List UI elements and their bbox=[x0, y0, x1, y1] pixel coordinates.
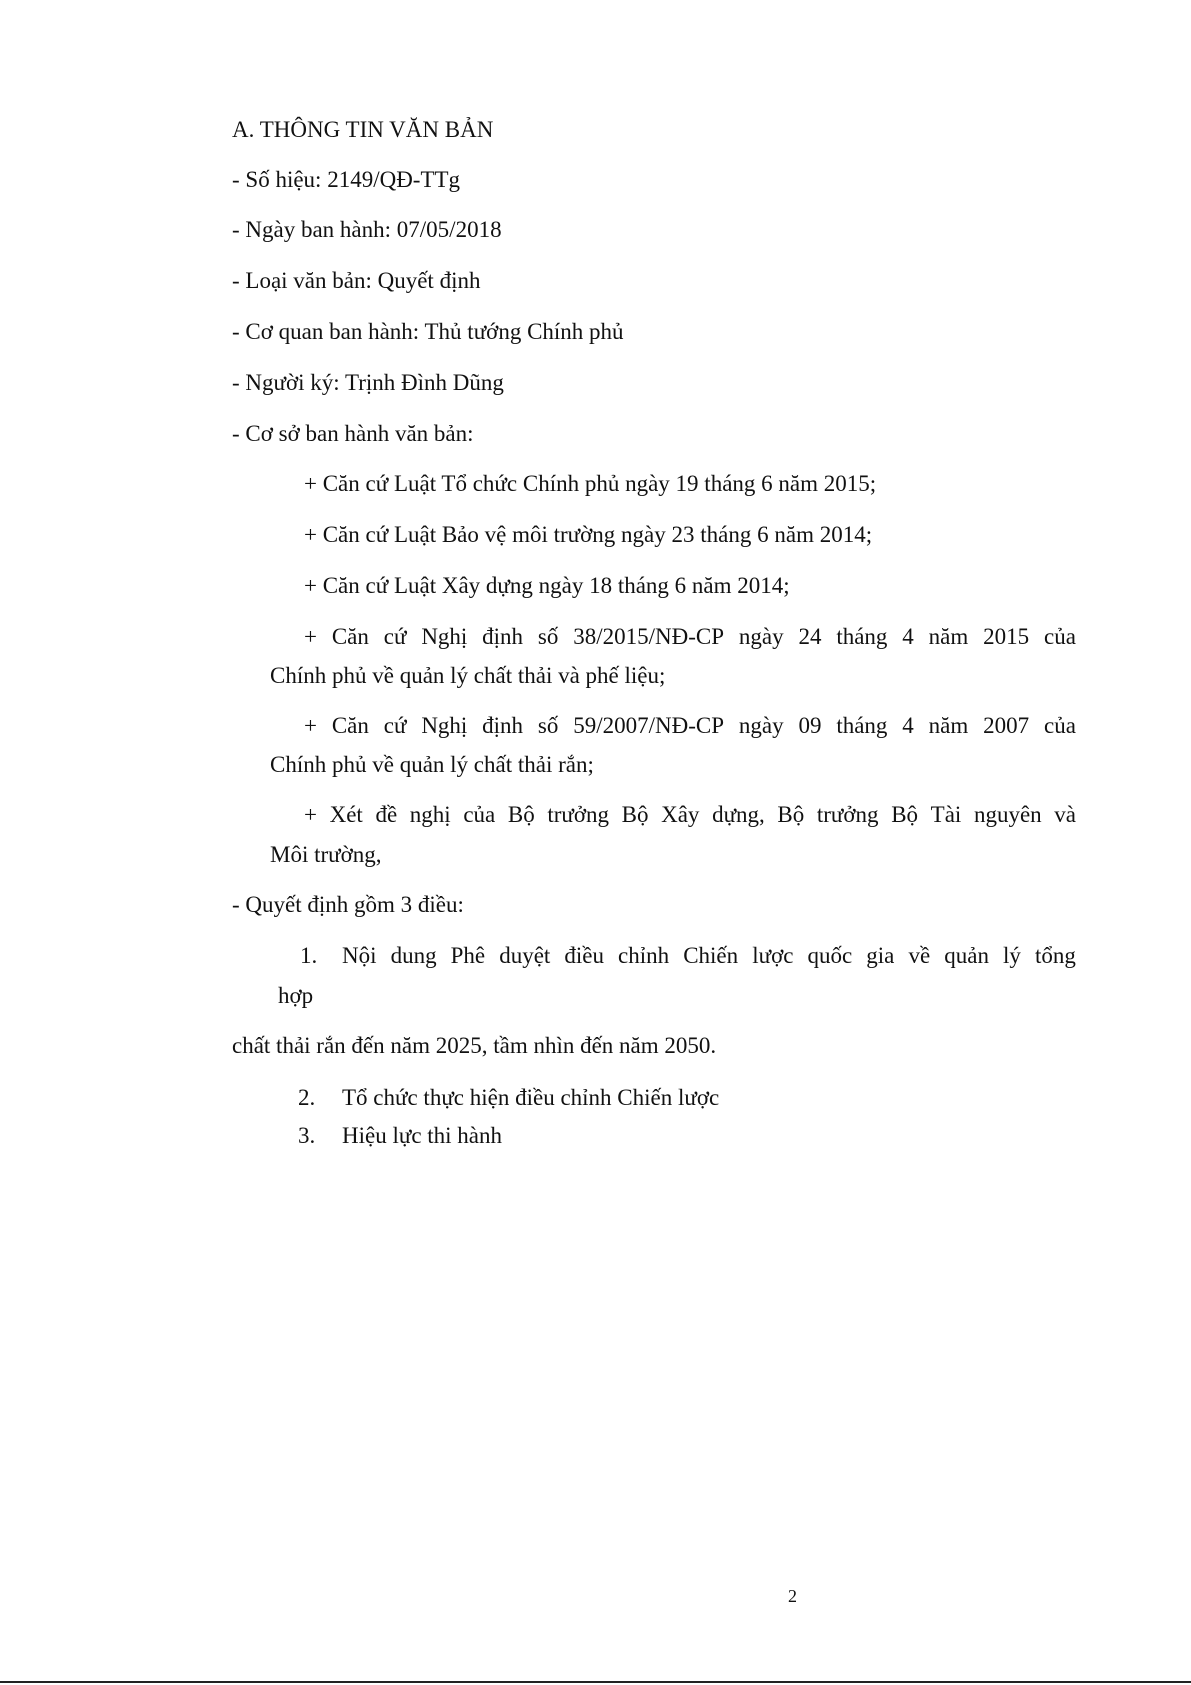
basis-item-2: + Căn cứ Luật Bảo vệ môi trường ngày 23 tháng 6 năm 2014; bbox=[304, 522, 873, 547]
word: dung bbox=[390, 943, 437, 968]
page-number: 2 bbox=[788, 1586, 797, 1606]
word: + bbox=[304, 802, 317, 827]
word: ngày bbox=[738, 624, 784, 649]
word: Bộ bbox=[507, 802, 535, 827]
word: về bbox=[908, 943, 931, 968]
word: tổng bbox=[1034, 943, 1076, 968]
article-1-number: 1. bbox=[300, 943, 318, 968]
info-co-so: - Cơ sở ban hành văn bản: bbox=[232, 421, 474, 446]
word: của bbox=[463, 802, 496, 827]
word: 4 bbox=[902, 713, 914, 738]
article-2-number: 2. bbox=[298, 1085, 316, 1110]
word: Xét bbox=[329, 802, 363, 827]
word: trưởng bbox=[547, 802, 610, 827]
word: Bộ bbox=[891, 802, 919, 827]
basis-item-6-line-2: Môi trường, bbox=[270, 842, 382, 867]
word: 09 bbox=[798, 713, 822, 738]
word: năm bbox=[928, 713, 969, 738]
word: + bbox=[304, 713, 317, 738]
info-nguoi-ky: - Người ký: Trịnh Đình Dũng bbox=[232, 370, 504, 395]
word: định bbox=[482, 624, 524, 649]
word: Nghị bbox=[421, 624, 468, 649]
word: Căn bbox=[331, 713, 369, 738]
word: Nội bbox=[342, 943, 377, 968]
basis-item-4-line-2: Chính phủ về quản lý chất thải và phế liệu; bbox=[270, 663, 666, 688]
basis-item-5-line-1 bbox=[304, 712, 1076, 740]
info-ngay-ban-hanh: - Ngày ban hành: 07/05/2018 bbox=[232, 217, 502, 242]
word: cứ bbox=[383, 713, 407, 738]
basis-item-6-line-1 bbox=[304, 801, 1076, 829]
article-2-text: Tổ chức thực hiện điều chỉnh Chiến lược bbox=[342, 1085, 720, 1110]
word: số bbox=[537, 713, 559, 738]
bottom-edge-line bbox=[0, 1681, 1191, 1683]
word: quốc bbox=[807, 943, 853, 968]
word: Tài bbox=[930, 802, 962, 827]
decision-intro: - Quyết định gồm 3 điều: bbox=[232, 892, 464, 917]
article-1-line-2: hợp bbox=[278, 983, 314, 1008]
word: ngày bbox=[738, 713, 784, 738]
article-1-line-1 bbox=[342, 942, 1076, 970]
word: tháng bbox=[836, 624, 888, 649]
word: Phê bbox=[450, 943, 486, 968]
word: 38/2015/NĐ-CP bbox=[573, 624, 725, 649]
word: Bộ bbox=[777, 802, 805, 827]
info-loai-van-ban: - Loại văn bản: Quyết định bbox=[232, 268, 481, 293]
word: nguyên bbox=[973, 802, 1042, 827]
word: 4 bbox=[902, 624, 914, 649]
word: Xây bbox=[661, 802, 700, 827]
word: Căn bbox=[331, 624, 369, 649]
basis-item-1: + Căn cứ Luật Tổ chức Chính phủ ngày 19 tháng 6 năm 2015; bbox=[304, 471, 877, 496]
word: tháng bbox=[836, 713, 888, 738]
word: + bbox=[304, 624, 317, 649]
word: số bbox=[537, 624, 559, 649]
word: 2015 bbox=[983, 624, 1030, 649]
word: đề bbox=[375, 802, 398, 827]
word: Chiến bbox=[683, 943, 739, 968]
word: gia bbox=[866, 943, 895, 968]
word: và bbox=[1054, 802, 1076, 827]
word: dựng, bbox=[712, 802, 765, 827]
basis-item-4-line-1 bbox=[304, 623, 1076, 651]
word: định bbox=[482, 713, 524, 738]
basis-item-5-line-2: Chính phủ về quản lý chất thải rắn; bbox=[270, 752, 594, 777]
article-3-text: Hiệu lực thi hành bbox=[342, 1123, 503, 1148]
word: Nghị bbox=[421, 713, 468, 738]
word: duyệt bbox=[499, 943, 551, 968]
info-co-quan: - Cơ quan ban hành: Thủ tướng Chính phủ bbox=[232, 319, 624, 344]
word: lược bbox=[752, 943, 794, 968]
word: lý bbox=[1003, 943, 1021, 968]
section-heading: A. THÔNG TIN VĂN BẢN bbox=[232, 117, 494, 142]
word: cứ bbox=[383, 624, 407, 649]
word: điều bbox=[564, 943, 604, 968]
article-1-line-3: chất thải rắn đến năm 2025, tầm nhìn đến năm 2050. bbox=[232, 1033, 717, 1058]
word: 24 bbox=[798, 624, 822, 649]
word: 2007 bbox=[983, 713, 1030, 738]
basis-item-3: + Căn cứ Luật Xây dựng ngày 18 tháng 6 năm 2014; bbox=[304, 573, 790, 598]
word: năm bbox=[928, 624, 969, 649]
word: 59/2007/NĐ-CP bbox=[573, 713, 725, 738]
info-so-hieu: - Số hiệu: 2149/QĐ-TTg bbox=[232, 167, 461, 192]
word: chỉnh bbox=[618, 943, 670, 968]
word: của bbox=[1043, 624, 1076, 649]
word: Bộ bbox=[621, 802, 649, 827]
word: trưởng bbox=[816, 802, 879, 827]
word: của bbox=[1043, 713, 1076, 738]
article-3-number: 3. bbox=[298, 1123, 316, 1148]
word: quản bbox=[944, 943, 989, 968]
word: nghị bbox=[409, 802, 451, 827]
